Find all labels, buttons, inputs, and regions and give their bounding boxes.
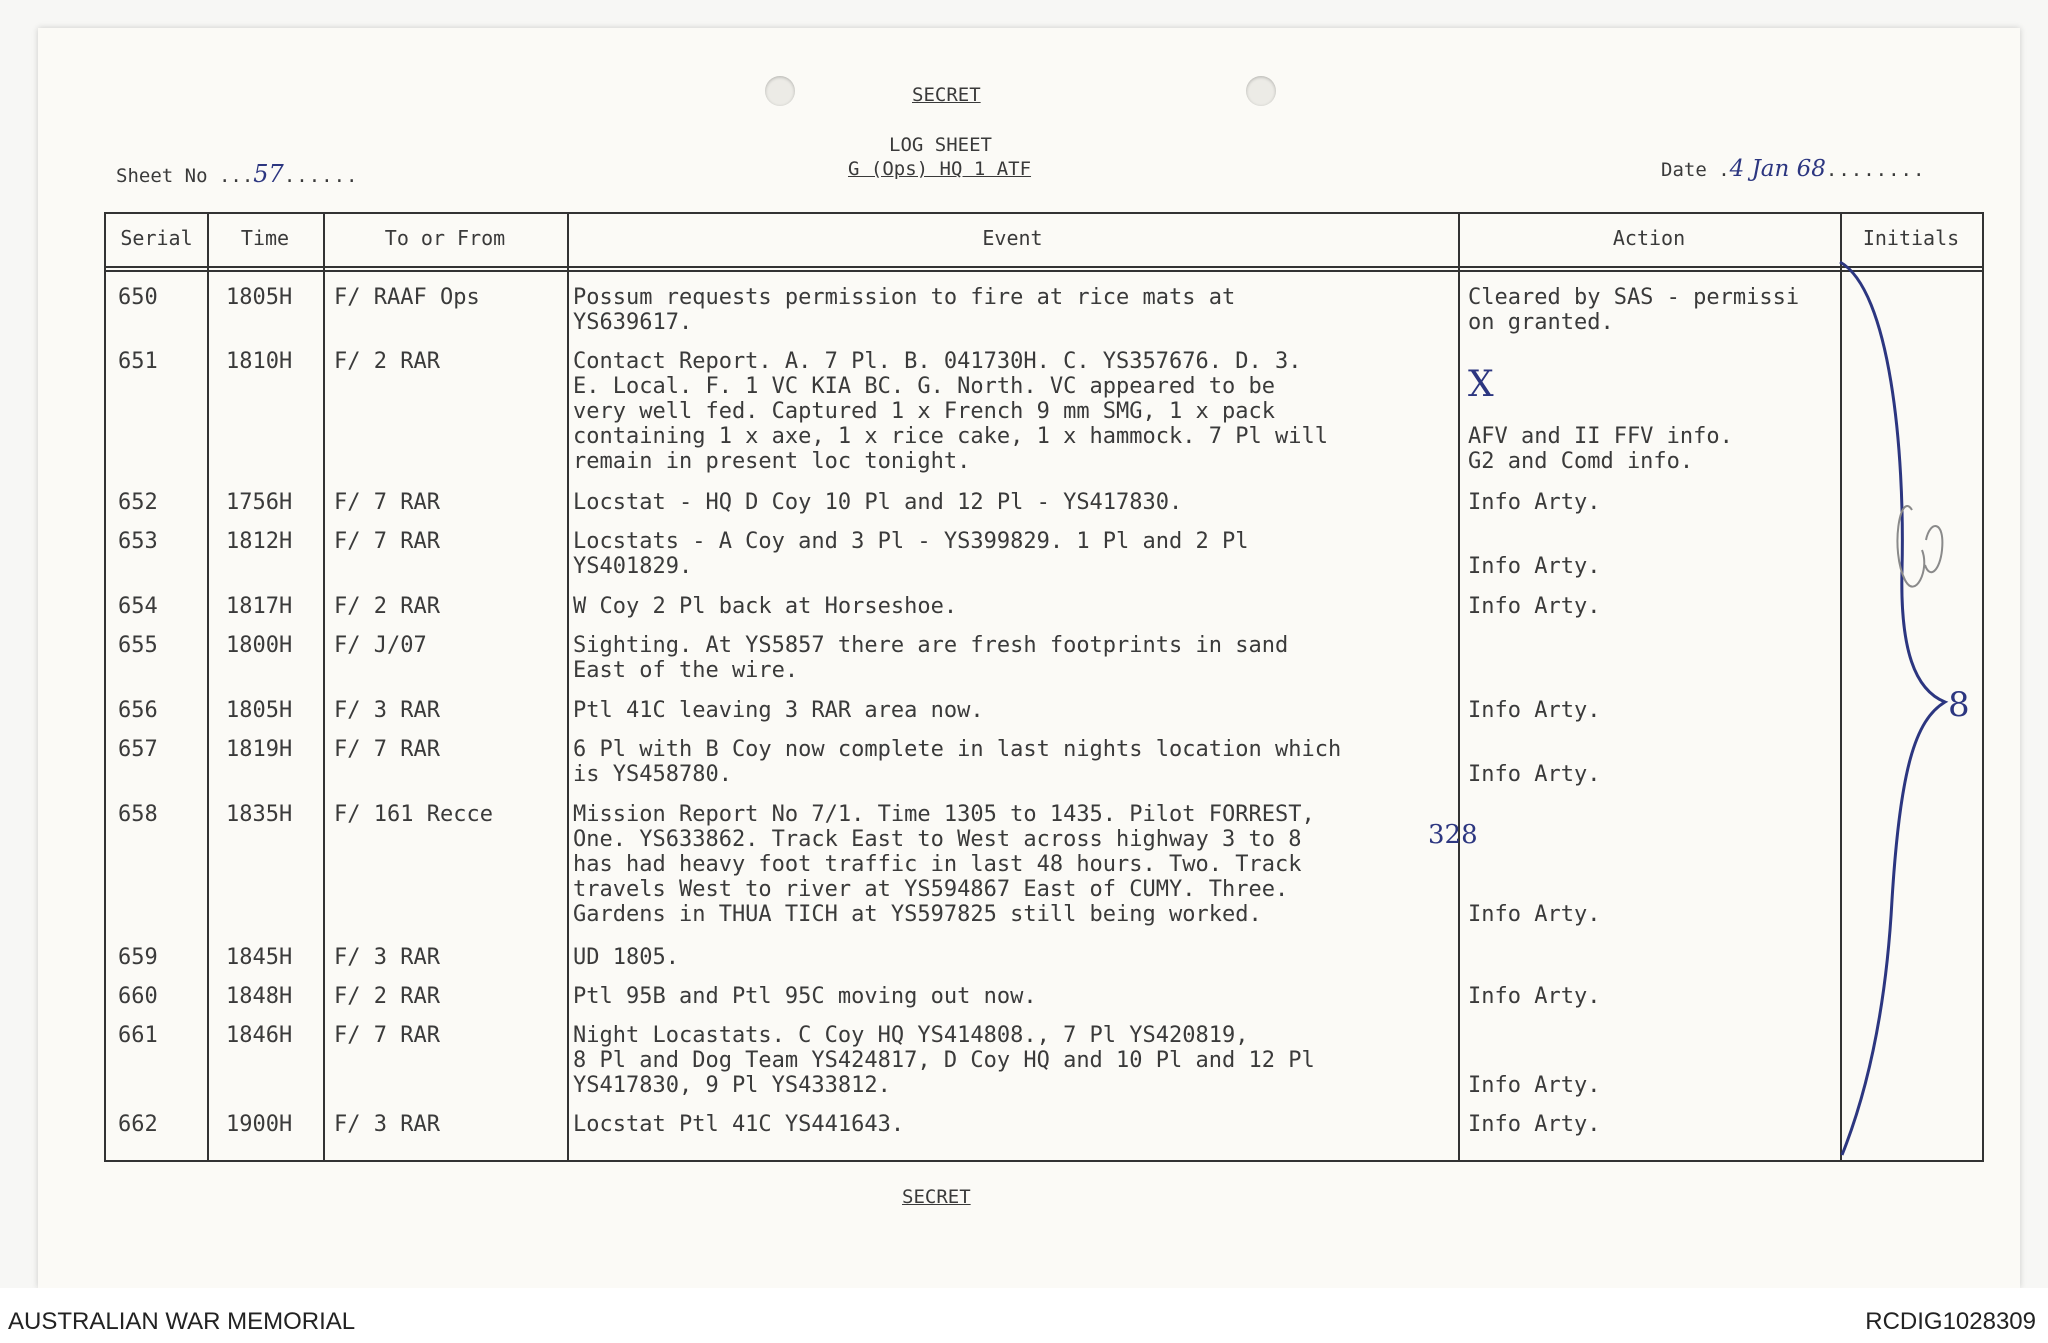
- action-cell: Info Arty.: [1468, 594, 1601, 619]
- time-cell: 1819H: [226, 737, 293, 762]
- time-cell: 1848H: [226, 984, 293, 1009]
- action-cell: Cleared by SAS - permissi on granted.: [1468, 285, 1800, 335]
- header-rule: [106, 266, 1982, 268]
- sheet-number-value: 57: [253, 160, 284, 188]
- to-or-from-cell: F/ 7 RAR: [334, 529, 440, 554]
- serial-cell: 654: [118, 594, 158, 619]
- to-or-from-cell: F/ 7 RAR: [334, 490, 440, 515]
- time-cell: 1805H: [226, 285, 293, 310]
- action-cell: Info Arty.: [1468, 490, 1601, 515]
- time-cell: 1805H: [226, 698, 293, 723]
- column-divider: [1458, 214, 1460, 1160]
- column-divider: [567, 214, 569, 1160]
- cross-mark: X: [1468, 364, 1494, 405]
- punch-hole-right: [1246, 76, 1276, 106]
- action-cell: Info Arty.: [1468, 762, 1601, 787]
- event-cell: W Coy 2 Pl back at Horseshoe.: [573, 594, 958, 619]
- column-divider: [207, 214, 209, 1160]
- serial-cell: 661: [118, 1023, 158, 1048]
- time-cell: 1845H: [226, 945, 293, 970]
- event-cell: Locstat - HQ D Coy 10 Pl and 12 Pl - YS417830.: [573, 490, 1183, 515]
- page-title: LOG SHEET: [889, 134, 992, 156]
- event-cell: Possum requests permission to fire at rice mats at YS639617.: [573, 285, 1236, 335]
- date-value: 4 Jan 68: [1729, 156, 1826, 182]
- time-cell: 1800H: [226, 633, 293, 658]
- initials-mark: 8: [1948, 685, 1970, 725]
- date-label: Date .: [1661, 159, 1730, 181]
- to-or-from-cell: F/ RAAF Ops: [334, 285, 480, 310]
- sheet-number-dots: ......: [283, 165, 359, 187]
- column-header-event: Event: [982, 226, 1043, 250]
- page-subtitle: G (Ops) HQ 1 ATF: [848, 158, 1032, 180]
- classification-bottom: SECRET: [902, 1186, 971, 1208]
- time-cell: 1810H: [226, 349, 293, 374]
- to-or-from-cell: F/ 3 RAR: [334, 698, 440, 723]
- action-cell: AFV and II FFV info. G2 and Comd info.: [1468, 424, 1733, 474]
- action-cell: Info Arty.: [1468, 1112, 1601, 1137]
- event-cell: Contact Report. A. 7 Pl. B. 041730H. C. YS357676. D. 3. E. Local. F. 1 VC KIA BC. G. North. VC appeared to be very well fed. Captured 1 x French 9 mm SMG, 1 x pack containing 1 x axe, 1 x rice cake, 1 x hammock. 7 Pl will remain in present loc tonight.: [573, 349, 1328, 474]
- serial-cell: 652: [118, 490, 158, 515]
- event-cell: Mission Report No 7/1. Time 1305 to 1435. Pilot FORREST, One. YS633862. Track East to West across highway 3 to 8 has had heavy foot traffic in last 48 hours. Two. Track travels West to river at YS594867 East of CUMY. Three. Gardens in THUA TICH at YS597825 still being worked.: [573, 802, 1315, 927]
- time-cell: 1812H: [226, 529, 293, 554]
- action-cell: Info Arty.: [1468, 1073, 1601, 1098]
- serial-cell: 655: [118, 633, 158, 658]
- serial-cell: 653: [118, 529, 158, 554]
- serial-cell: 659: [118, 945, 158, 970]
- to-or-from-cell: F/ 7 RAR: [334, 737, 440, 762]
- event-cell: 6 Pl with B Coy now complete in last nights location which is YS458780.: [573, 737, 1342, 787]
- time-cell: 1756H: [226, 490, 293, 515]
- serial-cell: 657: [118, 737, 158, 762]
- time-cell: 1835H: [226, 802, 293, 827]
- event-cell: Ptl 41C leaving 3 RAR area now.: [573, 698, 984, 723]
- event-cell: Locstat Ptl 41C YS441643.: [573, 1112, 905, 1137]
- event-cell: Night Locastats. C Coy HQ YS414808., 7 Pl YS420819, 8 Pl and Dog Team YS424817, D Coy HQ and 10 Pl and 12 Pl YS417830, 9 Pl YS433812.: [573, 1023, 1315, 1098]
- to-or-from-cell: F/ 3 RAR: [334, 945, 440, 970]
- archive-source: AUSTRALIAN WAR MEMORIAL: [8, 1308, 356, 1335]
- column-divider: [323, 214, 325, 1160]
- to-or-from-cell: F/ 2 RAR: [334, 984, 440, 1009]
- date-field: [1661, 156, 1925, 182]
- column-header-to-or-from: To or From: [384, 226, 506, 250]
- time-cell: 1900H: [226, 1112, 293, 1137]
- header-rule-double: [106, 270, 1982, 272]
- classification-top: SECRET: [912, 84, 981, 106]
- handwritten-correction: 328: [1428, 820, 1478, 850]
- time-cell: 1817H: [226, 594, 293, 619]
- serial-cell: 651: [118, 349, 158, 374]
- column-header-serial: Serial: [120, 226, 193, 250]
- column-header-initials: Initials: [1862, 226, 1960, 250]
- sheet-number-field: [116, 160, 358, 188]
- to-or-from-cell: F/ J/07: [334, 633, 427, 658]
- time-cell: 1846H: [226, 1023, 293, 1048]
- punch-hole-left: [765, 76, 795, 106]
- column-header-action: Action: [1612, 226, 1686, 250]
- action-cell: Info Arty.: [1468, 902, 1601, 927]
- event-cell: Ptl 95B and Ptl 95C moving out now.: [573, 984, 1037, 1009]
- serial-cell: 660: [118, 984, 158, 1009]
- column-header-time: Time: [240, 226, 290, 250]
- event-cell: UD 1805.: [573, 945, 679, 970]
- to-or-from-cell: F/ 7 RAR: [334, 1023, 440, 1048]
- to-or-from-cell: F/ 3 RAR: [334, 1112, 440, 1137]
- to-or-from-cell: F/ 2 RAR: [334, 349, 440, 374]
- action-cell: Info Arty.: [1468, 554, 1601, 579]
- serial-cell: 658: [118, 802, 158, 827]
- event-cell: Locstats - A Coy and 3 Pl - YS399829. 1 Pl and 2 Pl YS401829.: [573, 529, 1249, 579]
- initials-brace-drawing: [1830, 250, 2000, 1160]
- event-cell: Sighting. At YS5857 there are fresh footprints in sand East of the wire.: [573, 633, 1289, 683]
- serial-cell: 650: [118, 285, 158, 310]
- to-or-from-cell: F/ 161 Recce: [334, 802, 493, 827]
- action-cell: Info Arty.: [1468, 984, 1601, 1009]
- date-dots: ........: [1825, 159, 1926, 181]
- sheet-number-label: Sheet No ...: [116, 165, 254, 187]
- archive-reference: RCDIG1028309: [1865, 1308, 2036, 1335]
- to-or-from-cell: F/ 2 RAR: [334, 594, 440, 619]
- serial-cell: 656: [118, 698, 158, 723]
- action-cell: Info Arty.: [1468, 698, 1601, 723]
- serial-cell: 662: [118, 1112, 158, 1137]
